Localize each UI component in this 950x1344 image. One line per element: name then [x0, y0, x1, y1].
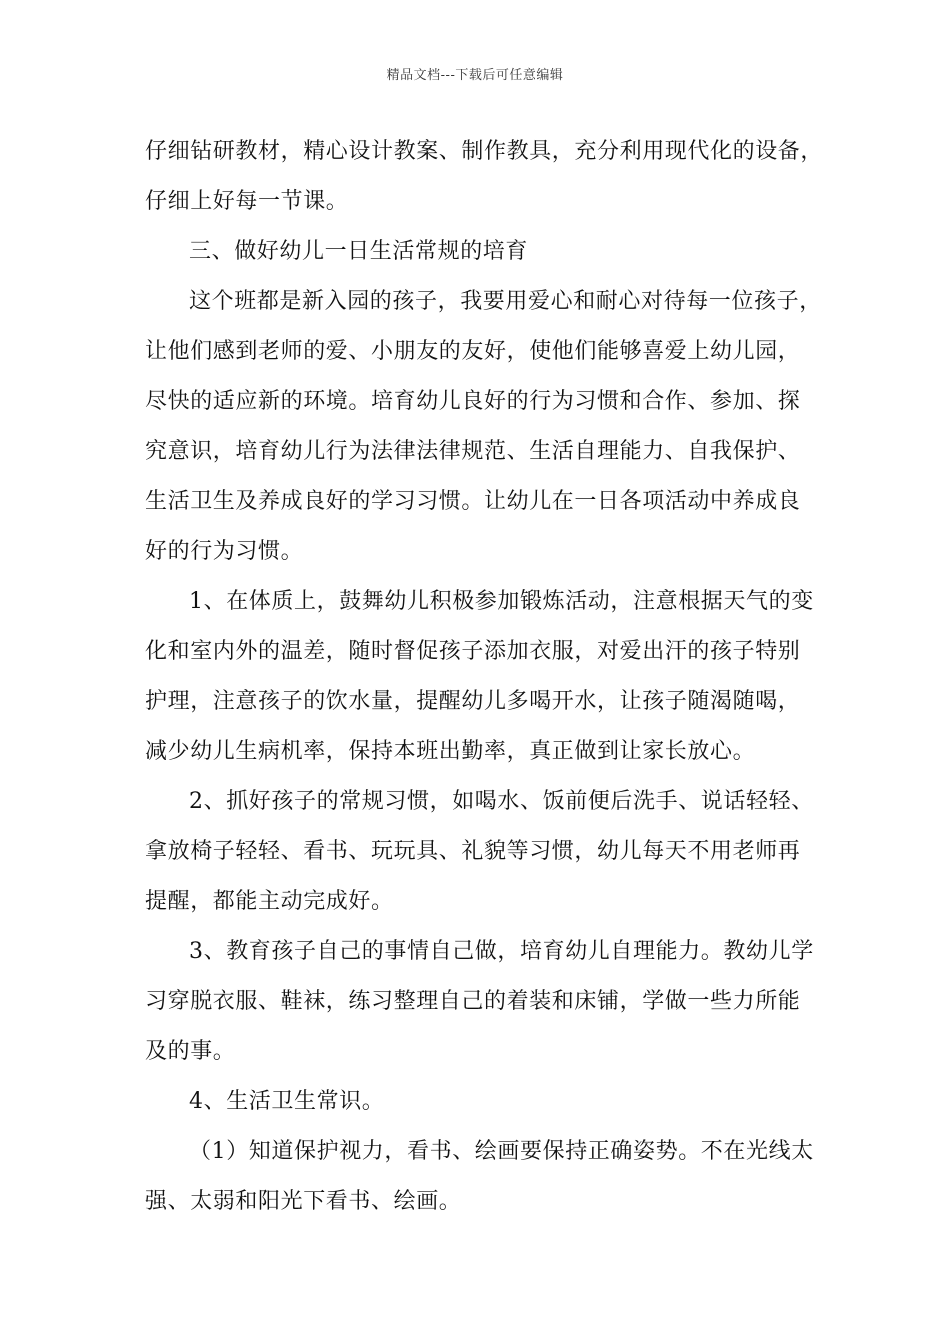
section-heading: 三、做好幼儿一日生活常规的培育	[189, 239, 529, 264]
paragraph-start-line: （1）知道保护视力，看书、绘画要保持正确姿势。不在光线太	[189, 1139, 814, 1164]
text-line: 习穿脱衣服、鞋袜，练习整理自己的着装和床铺，学做一些力所能	[145, 989, 801, 1014]
document-body	[145, 127, 825, 1227]
text-line: 生活卫生及养成良好的学习习惯。让幼儿在一日各项活动中养成良	[145, 489, 801, 514]
text-line: 究意识，培育幼儿行为法律法律规范、生活自理能力、自我保护、	[145, 439, 801, 464]
text-line: 好的行为习惯。	[145, 539, 304, 564]
text-line: 提醒，都能主动完成好。	[145, 889, 394, 914]
text-line: 化和室内外的温差，随时督促孩子添加衣服，对爱出汗的孩子特别	[145, 639, 801, 664]
text-line: 尽快的适应新的环境。培育幼儿良好的行为习惯和合作、参加、探	[145, 389, 801, 414]
page-header: 精品文档---下载后可任意编辑	[386, 68, 564, 83]
text-line: 让他们感到老师的爱、小朋友的友好，使他们能够喜爱上幼儿园，	[145, 339, 801, 364]
text-line: 拿放椅子轻轻、看书、玩玩具、礼貌等习惯，幼儿每天不用老师再	[145, 839, 801, 864]
text-line: 仔细钻研教材，精心设计教案、制作教具，充分利用现代化的设备，	[145, 139, 824, 164]
paragraph-start-line: 4、生活卫生常识。	[189, 1089, 385, 1114]
text-line: 减少幼儿生病机率，保持本班出勤率，真正做到让家长放心。	[145, 739, 756, 764]
paragraph-start-line: 这个班都是新入园的孩子，我要用爱心和耐心对待每一位孩子，	[189, 289, 822, 314]
paragraph-start-line: 3、教育孩子自己的事情自己做，培育幼儿自理能力。教幼儿学	[189, 939, 814, 964]
text-line: 及的事。	[145, 1039, 236, 1064]
paragraph-start-line: 1、在体质上，鼓舞幼儿积极参加锻炼活动，注意根据天气的变	[189, 589, 814, 614]
text-line: 强、太弱和阳光下看书、绘画。	[145, 1189, 462, 1214]
paragraph-start-line: 2、抓好孩子的常规习惯，如喝水、饭前便后洗手、说话轻轻、	[189, 789, 814, 814]
text-line: 护理，注意孩子的饮水量，提醒幼儿多喝开水，让孩子随渴随喝，	[145, 689, 801, 714]
text-line: 仔细上好每一节课。	[145, 189, 349, 214]
